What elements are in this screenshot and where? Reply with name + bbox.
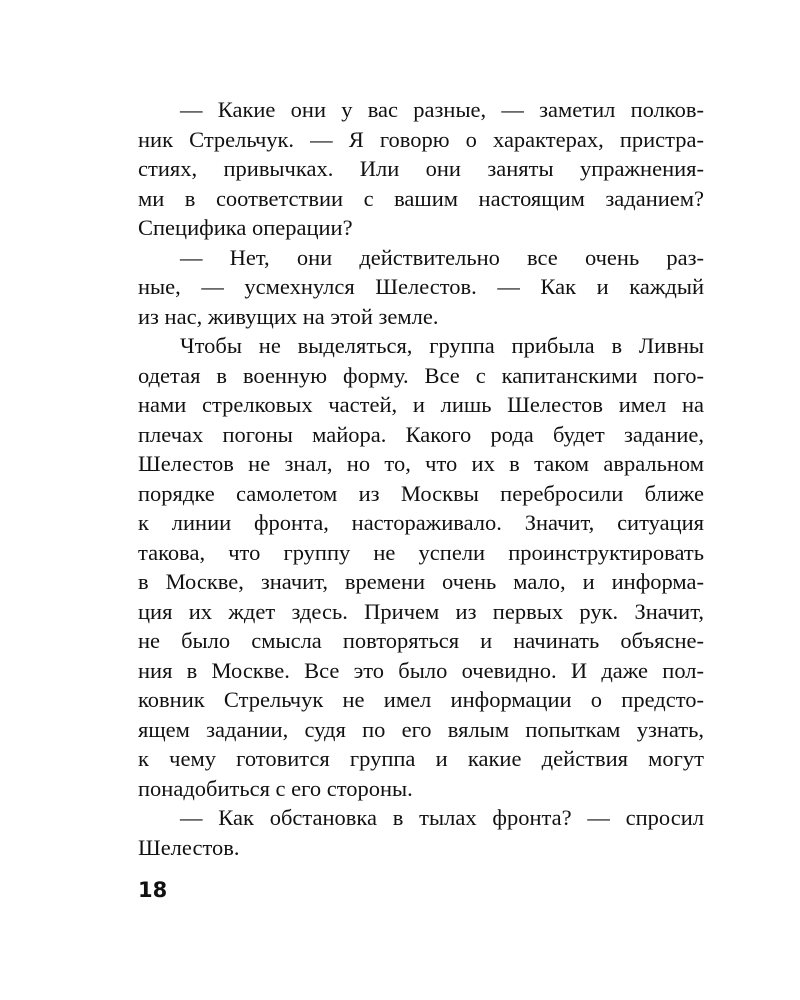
text-line: понадобиться с его стороны. — [138, 775, 413, 801]
text-line: ковник Стрельчук не имел информации о предсто- — [138, 687, 704, 712]
text-line: из нас, живущих на этой земле. — [138, 303, 439, 329]
text-line: Чтобы не выделяться, группа прибыла в Ливны — [180, 333, 704, 358]
text-line: одетая в военную форму. Все с капитанскими пого- — [138, 362, 704, 388]
text-line: Шелестов не знал, но то, что их в таком авральном — [138, 451, 704, 476]
text-line: ящем задании, судя по его вялым попыткам узнать, — [138, 716, 704, 742]
text-line: Специфика операции? — [138, 215, 353, 240]
text-line: Шелестов. — [138, 834, 240, 860]
text-line: — Нет, они действительно все очень раз- — [180, 244, 704, 270]
text-line: к линии фронта, настораживало. Значит, ситуация — [138, 510, 704, 535]
text-line: — Как обстановка в тылах фронта? — спросил — [180, 805, 704, 830]
text-line: не было смысла повторяться и начинать объяснe- — [138, 628, 704, 653]
text-line: к чему готовится группа и какие действия могут — [138, 746, 704, 771]
text-line: ния в Москве. Все это было очевидно. И даже пол- — [138, 657, 704, 683]
text-line: плечах погоны майора. Какого рода будет задание, — [138, 421, 704, 447]
text-line: ми в соответствии с вашим настоящим заданием? — [138, 185, 704, 211]
text-line: ные, — усмехнулся Шелестов. — Как и каждый — [138, 274, 704, 299]
text-line: — Какие они у вас разные, — заметил полков- — [180, 97, 704, 122]
text-line: такова, что группу не успели проинструктировать — [138, 539, 704, 565]
text-line: ция их ждет здесь. Причем из первых рук. Значит, — [138, 598, 704, 624]
text-line: стиях, привычках. Или они заняты упражнения- — [138, 156, 704, 181]
page-number: 18 — [138, 878, 168, 902]
text-line: в Москве, значит, времени очень мало, и информа- — [138, 569, 704, 594]
body-text — [138, 95, 704, 862]
text-line: ник Стрельчук. — Я говорю о характерах, пристра- — [138, 126, 704, 152]
text-line: нами стрелковых частей, и лишь Шелестов имел на — [138, 392, 704, 417]
text-line: порядке самолетом из Москвы перебросили ближе — [138, 480, 704, 506]
